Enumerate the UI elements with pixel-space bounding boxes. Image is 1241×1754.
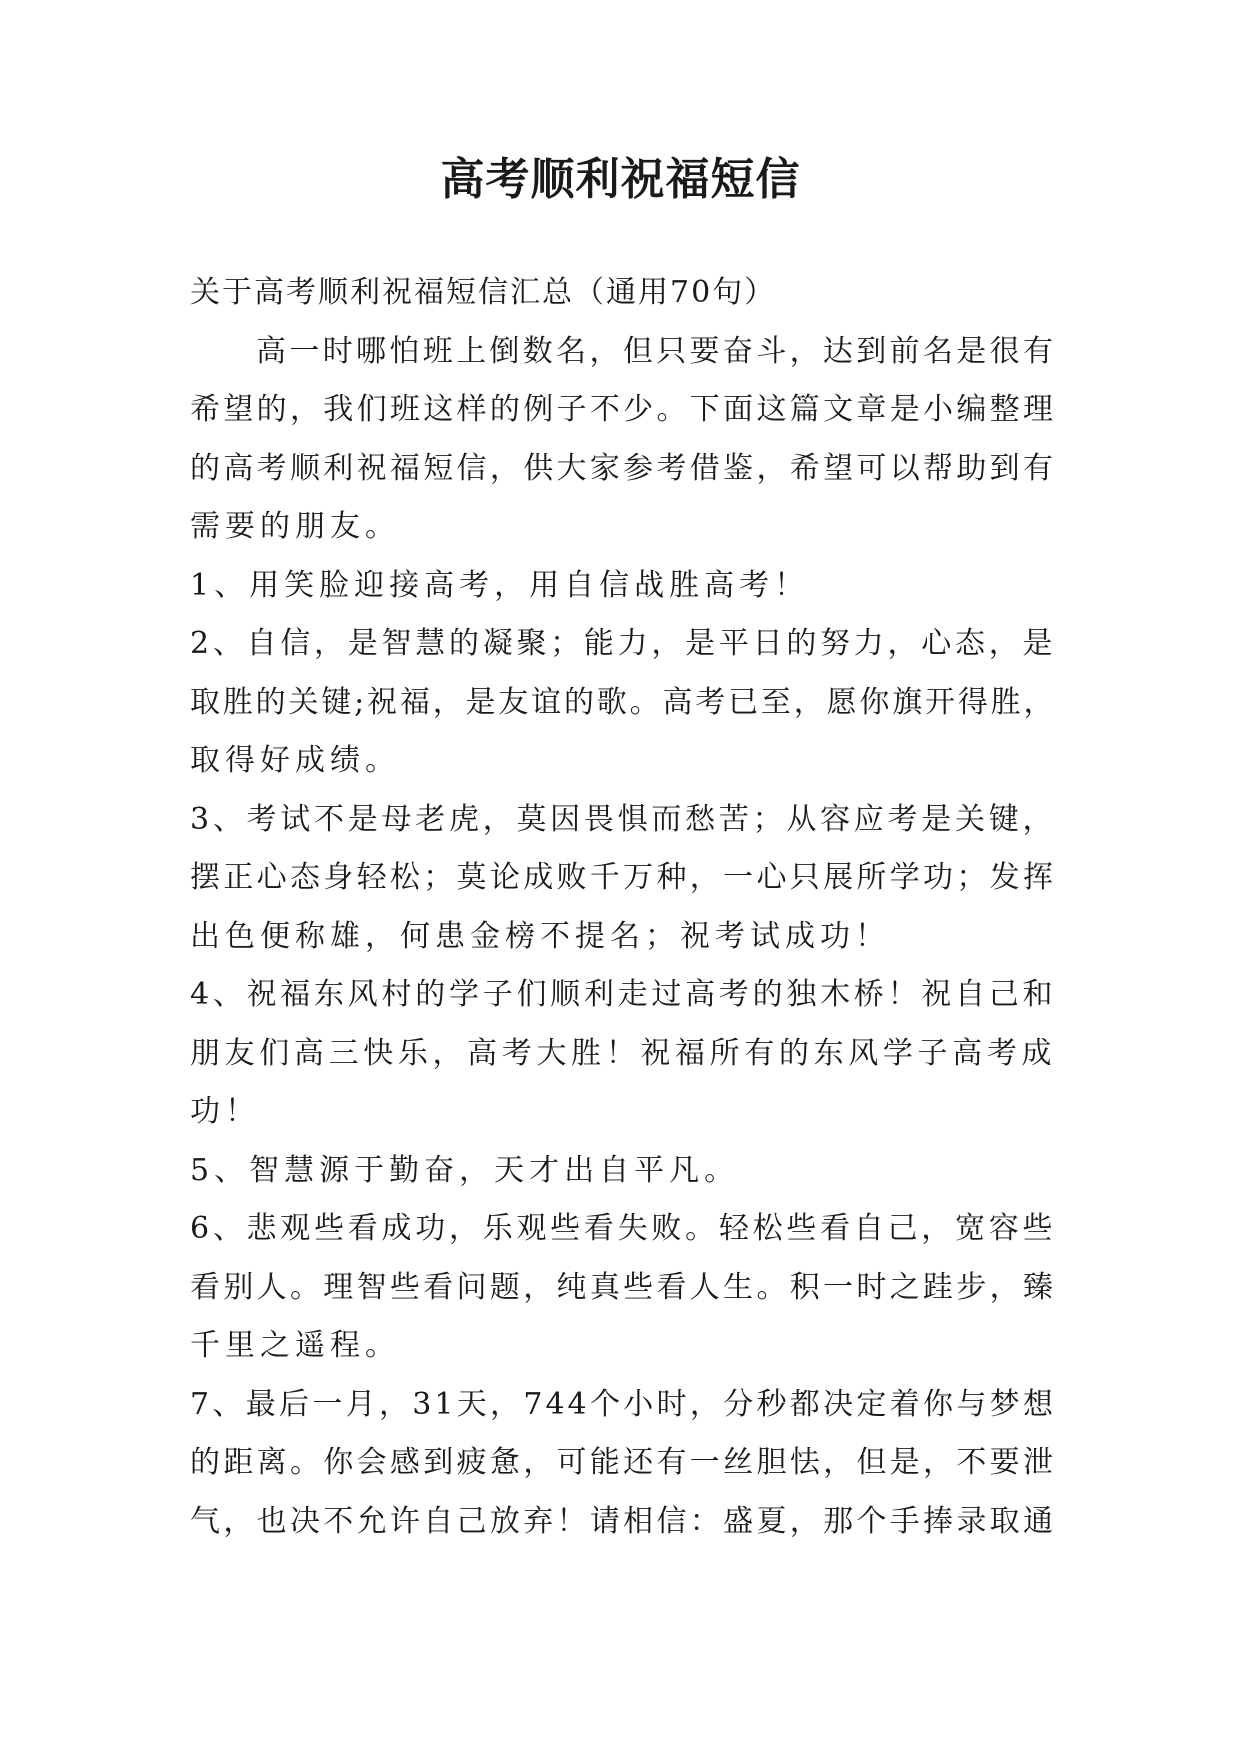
list-item-line: 气，也决不允许自己放弃！请相信：盛夏，那个手捧录取通 [190,1503,1056,1539]
list-item-line: 出色便称雄，何患金榜不提名；祝考试成功！ [190,918,890,954]
document-subtitle: 关于高考顺利祝福短信汇总（通用70句） [190,275,777,310]
list-item-line: 5、智慧源于勤奋，天才出自平凡。 [190,1152,740,1188]
list-item-line: 摆正心态身轻松；莫论成败千万种，一心只展所学功；发挥 [190,860,1056,895]
list-item-line: 功！ [190,1094,260,1129]
list-item-line: 7、最后一月，31天，744个小时，分秒都决定着你与梦想 [190,1386,1056,1422]
list-item-line: 看别人。理智些看问题，纯真些看人生。积一时之跬步，臻 [190,1269,1056,1305]
list-item-line: 1、用笑脸迎接高考，用自信战胜高考！ [190,567,810,603]
list-item-line: 6、悲观些看成功，乐观些看失败。轻松些看自己，宽容些 [190,1211,1056,1246]
list-item-line: 千里之遥程。 [190,1328,400,1363]
paragraph-line: 需要的朋友。 [190,509,400,544]
paragraph-line: 高一时哪怕班上倒数名，但只要奋斗，达到前名是很有 [256,333,1056,369]
paragraph-line: 希望的，我们班这样的例子不少。下面这篇文章是小编整理 [190,392,1056,427]
list-item-line: 3、考试不是母老虎，莫因畏惧而愁苦；从容应考是关键， [190,801,1056,837]
list-item-line: 取得好成绩。 [190,743,400,778]
document-body [190,264,1056,1551]
list-item-line: 2、自信，是智慧的凝聚；能力，是平日的努力，心态，是 [190,626,1056,661]
list-item-line: 朋友们高三快乐，高考大胜！祝福所有的东风学子高考成 [190,1035,1056,1071]
paragraph-line: 的高考顺利祝福短信，供大家参考借鉴，希望可以帮助到有 [190,450,1056,486]
list-item-line: 4、祝福东风村的学子们顺利走过高考的独木桥！祝自己和 [190,977,1056,1012]
document-title: 高考顺利祝福短信 [440,154,801,205]
list-item-line: 的距离。你会感到疲惫，可能还有一丝胆怯，但是，不要泄 [190,1445,1056,1480]
list-item-line: 取胜的关键;祝福，是友谊的歌。高考已至，愿你旗开得胜， [190,684,1056,720]
